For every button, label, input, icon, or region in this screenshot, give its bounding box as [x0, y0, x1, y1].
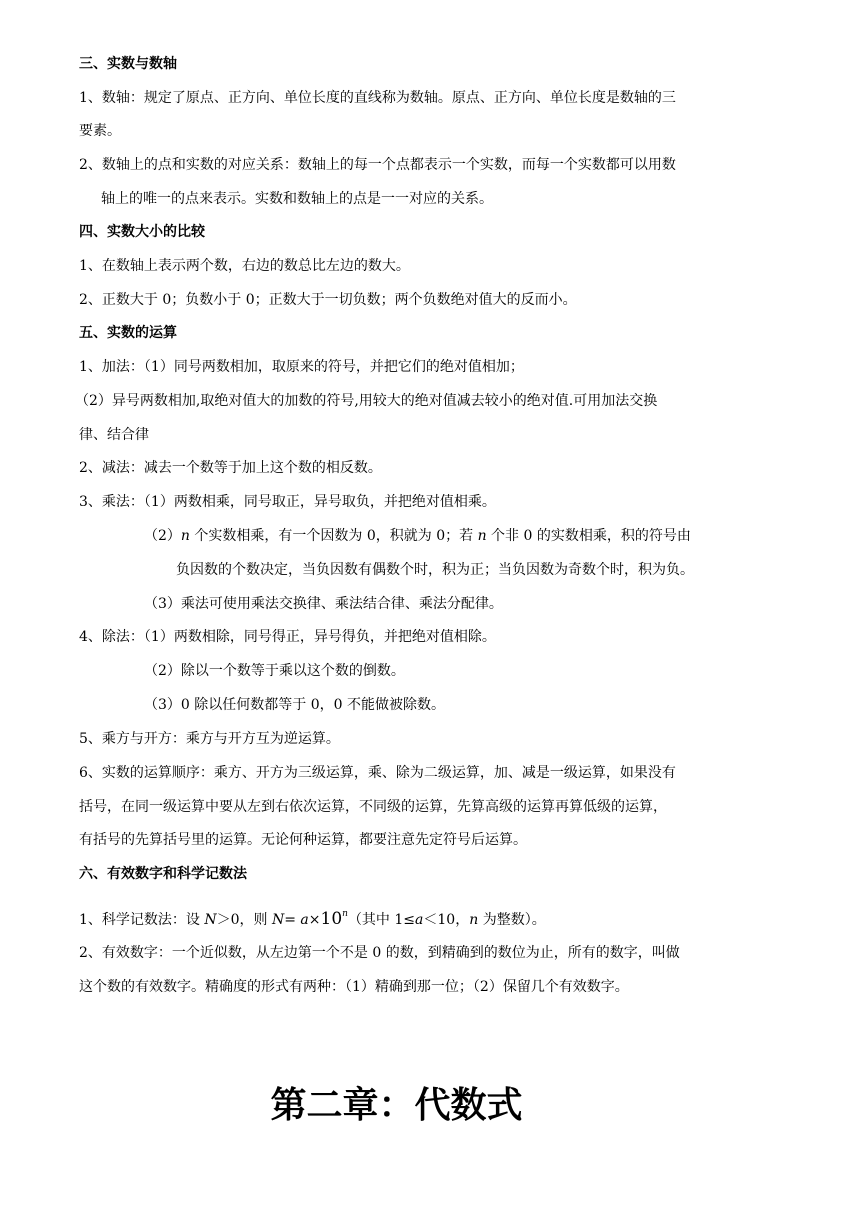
italic-n: n	[477, 528, 487, 544]
text-run: 个实数相乘，有一个因数为 0，积就为 0；若	[189, 528, 478, 544]
section-6-heading: 六、有效数字和科学记数法	[79, 866, 247, 882]
paragraph: （2）除以一个数等于乘以这个数的倒数。	[144, 663, 405, 679]
paragraph: 括号，在同一级运算中要从左到右依次运算，不同级的运算，先算高级的运算再算低级的运算，	[79, 799, 667, 815]
paragraph: 2、正数大于 0；负数小于 0；正数大于一切负数；两个负数绝对值大的反而小。	[79, 292, 577, 308]
paragraph: 6、实数的运算顺序：乘方、开方为三级运算，乘、除为二级运算，加、减是一级运算，如果没有	[79, 765, 676, 781]
section-5-heading: 五、实数的运算	[79, 325, 177, 341]
text-run: （其中 1≤	[347, 912, 416, 928]
paragraph: 5、乘方与开方：乘方与开方互为逆运算。	[79, 731, 340, 747]
text-run: ×	[308, 912, 321, 928]
paragraph: 2、数轴上的点和实数的对应关系：数轴上的每一个点都表示一个实数，而每一个实数都可以用数	[79, 157, 676, 173]
paragraph: 负因数的个数决定，当负因数有偶数个时，积为正；当负因数为奇数个时，积为负。	[176, 562, 694, 578]
text-run: ＜10，	[423, 912, 470, 928]
chapter-title: 第二章：代数式	[270, 1085, 523, 1126]
paragraph: 2、有效数字：一个近似数，从左边第一个不是 0 的数，到精确到的数位为止，所有的数字，叫做	[79, 945, 680, 961]
exponent: n	[342, 909, 348, 919]
text-run: ＞0，则	[216, 912, 272, 928]
italic-var: n	[469, 912, 479, 928]
section-3-heading: 三、实数与数轴	[79, 56, 177, 72]
paragraph: 律、结合律	[79, 427, 149, 443]
section-4-heading: 四、实数大小的比较	[79, 224, 205, 240]
paragraph: 这个数的有效数字。精确度的形式有两种：（1）精确到那一位；（2）保留几个有效数字。	[79, 979, 629, 995]
paragraph: 有括号的先算括号里的运算。无论何种运算，都要注意先定符号后运算。	[79, 832, 527, 848]
paragraph: 轴上的唯一的点来表示。实数和数轴上的点是一一对应的关系。	[101, 191, 493, 207]
paragraph: 2、减法：减去一个数等于加上这个数的相反数。	[79, 460, 382, 476]
paragraph: 1、数轴：规定了原点、正方向、单位长度的直线称为数轴。原点、正方向、单位长度是数轴的三	[79, 90, 676, 106]
ten-base: 10	[320, 909, 343, 929]
italic-n: n	[180, 528, 190, 544]
text-run: =	[284, 912, 301, 928]
italic-var: N	[271, 912, 285, 928]
italic-var: a	[415, 912, 424, 928]
text-run: （2）	[144, 528, 181, 544]
italic-var: N	[204, 912, 217, 928]
paragraph: 1、在数轴上表示两个数，右边的数总比左边的数大。	[79, 258, 410, 274]
paragraph	[79, 904, 546, 930]
paragraph: （2）异号两数相加,取绝对值大的加数的符号,用较大的绝对值减去较小的绝对值.可用加法交换	[75, 393, 658, 409]
italic-var: a	[300, 912, 309, 928]
paragraph: （3）0 除以任何数都等于 0，0 不能做被除数。	[144, 697, 445, 713]
paragraph: 要素。	[79, 123, 121, 139]
paragraph: 4、除法：（1）两数相除，同号得正，异号得负，并把绝对值相除。	[79, 629, 496, 645]
text-run: 为整数）。	[478, 912, 546, 928]
paragraph: 3、乘法：（1）两数相乘，同号取正，异号取负，并把绝对值相乘。	[79, 494, 496, 510]
text-run: 1、科学记数法：设	[79, 912, 205, 928]
paragraph: 1、加法：（1）同号两数相加，取原来的符号，并把它们的绝对值相加；	[79, 359, 524, 375]
paragraph: （3）乘法可使用乘法交换律、乘法结合律、乘法分配律。	[144, 596, 503, 612]
paragraph	[144, 526, 691, 546]
text-run: 个非 0 的实数相乘，积的符号由	[486, 528, 691, 544]
